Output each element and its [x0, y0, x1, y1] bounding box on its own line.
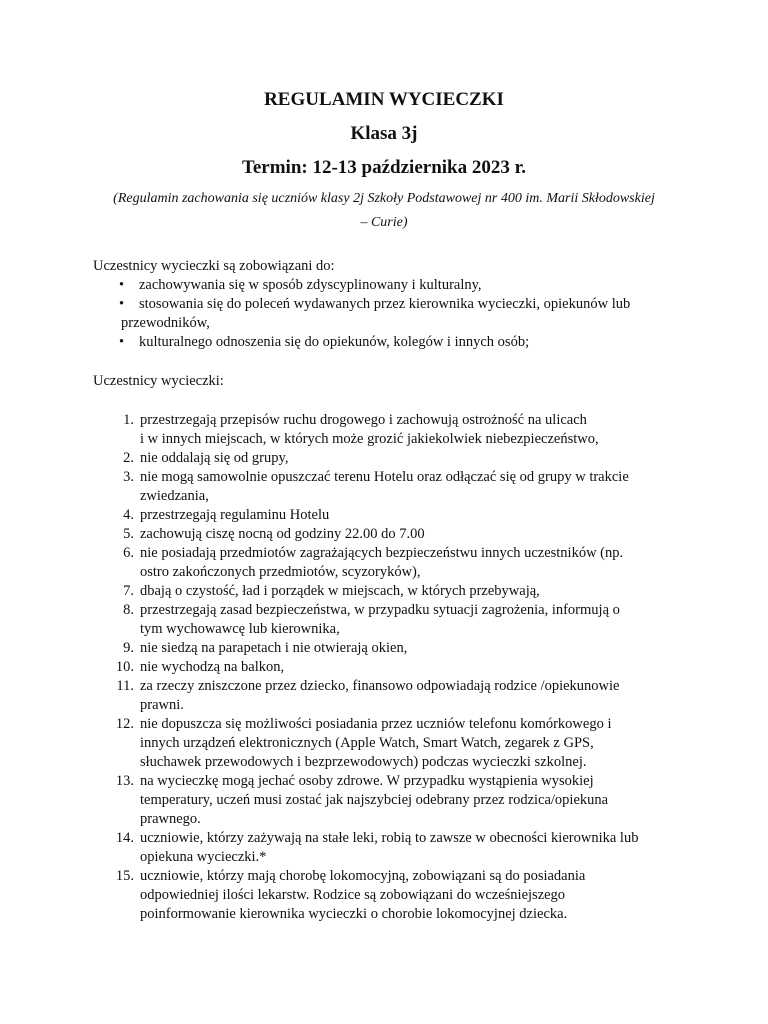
rule-item	[93, 544, 693, 582]
rule-text-line: i w innych miejscach, w których może grozić jakiekolwiek niebezpieczeństwo,	[140, 431, 599, 447]
rule-item	[93, 506, 693, 525]
rule-text-line: za rzeczy zniszczone przez dziecko, finansowo odpowiadają rodzice /opiekunowie	[140, 678, 620, 694]
rule-text-line: temperatury, uczeń musi zostać jak najszybciej odebrany przez rodzica/opiekuna	[140, 792, 609, 808]
bullet-icon: •	[119, 296, 125, 312]
list-item	[93, 333, 703, 352]
rule-number: 3.	[123, 469, 134, 485]
rule-number: 9.	[123, 640, 134, 656]
rule-text-line: nie dopuszcza się możliwości posiadania przez uczniów telefonu komórkowego i	[140, 716, 612, 732]
rule-text-line: zachowują ciszę nocną od godziny 22.00 do 7.00	[140, 526, 425, 542]
rule-text-line: zwiedzania,	[140, 488, 209, 504]
rule-text-line: nie mogą samowolnie opuszczać terenu Hotelu oraz odłączać się od grupy w trakcie	[140, 469, 629, 485]
rule-item	[93, 525, 693, 544]
rule-number: 4.	[123, 507, 134, 523]
rule-item	[93, 639, 693, 658]
rule-item	[93, 582, 693, 601]
rule-text-line: nie siedzą na parapetach i nie otwierają okien,	[140, 640, 408, 656]
rule-text-line: opiekuna wycieczki.*	[140, 849, 267, 865]
list-item	[93, 295, 703, 314]
rule-number: 1.	[123, 412, 134, 428]
rule-item	[93, 411, 693, 449]
document-title: REGULAMIN WYCIECZKI	[264, 89, 504, 110]
rule-number: 12.	[115, 716, 134, 732]
rule-number: 14.	[115, 830, 134, 846]
rule-number: 2.	[123, 450, 134, 466]
rule-text-line: przestrzegają przepisów ruchu drogowego i zachowują ostrożność na ulicach	[140, 412, 587, 428]
rule-text-line: prawnego.	[140, 811, 201, 827]
rule-text-line: tym wychowawcę lub kierownika,	[140, 621, 340, 637]
rule-text-line: uczniowie, którzy mają chorobę lokomocyjną, zobowiązani są do posiadania	[140, 868, 586, 884]
rule-item	[93, 658, 693, 677]
list-item-continuation	[93, 314, 703, 333]
rule-number: 13.	[115, 773, 134, 789]
rules-list	[93, 411, 693, 924]
rule-text-line: słuchawek przewodowych i bezprzewodowych) podczas wycieczki szkolnej.	[140, 754, 587, 770]
rule-text-line: przestrzegają regulaminu Hotelu	[140, 507, 330, 523]
rule-text-line: prawni.	[140, 697, 184, 713]
rule-number: 15.	[115, 868, 134, 884]
rule-text-line: przestrzegają zasad bezpieczeństwa, w przypadku sytuacji zagrożenia, informują o	[140, 602, 620, 618]
rule-text-line: nie oddalają się od grupy,	[140, 450, 289, 466]
rule-text-line: uczniowie, którzy zażywają na stałe leki, robią to zawsze w obecności kierownika lub	[140, 830, 639, 846]
rules-intro: Uczestnicy wycieczki:	[93, 373, 224, 389]
list-item-text: zachowywania się w sposób zdyscyplinowany i kulturalny,	[139, 277, 482, 293]
bullet-icon: •	[119, 277, 125, 293]
rule-item	[93, 867, 693, 924]
class-heading: Klasa 3j	[350, 123, 418, 144]
rule-number: 10.	[115, 659, 134, 675]
rule-text-line: ostro zakończonych przedmiotów, scyzoryków),	[140, 564, 421, 580]
rule-number: 7.	[123, 583, 134, 599]
rule-number: 8.	[123, 602, 134, 618]
document-subtitle: (Regulamin zachowania się uczniów klasy 2j Szkoły Podstawowej nr 400 im. Marii Skłodowskiej – Curie)	[113, 191, 655, 230]
rule-item	[93, 449, 693, 468]
rule-item	[93, 772, 693, 829]
rule-number: 6.	[123, 545, 134, 561]
rule-number: 11.	[116, 678, 134, 694]
obligations-list	[93, 276, 703, 352]
rule-text-line: nie wychodzą na balkon,	[140, 659, 285, 675]
rule-number: 5.	[123, 526, 134, 542]
bullet-icon: •	[119, 334, 125, 350]
list-item	[93, 276, 703, 295]
rule-text-line: nie posiadają przedmiotów zagrażających bezpieczeństwu innych uczestników (np.	[140, 545, 624, 561]
list-item-text: kulturalnego odnoszenia się do opiekunów, kolegów i innych osób;	[139, 334, 530, 350]
date-heading: Termin: 12-13 października 2023 r.	[241, 157, 527, 178]
rule-item	[93, 715, 693, 772]
rule-item	[93, 829, 693, 867]
rule-item	[93, 468, 693, 506]
rule-item	[93, 677, 693, 715]
rule-text-line: dbają o czystość, ład i porządek w miejscach, w których przebywają,	[140, 583, 540, 599]
rule-item	[93, 601, 693, 639]
list-item-text: stosowania się do poleceń wydawanych przez kierownika wycieczki, opiekunów lub	[139, 296, 631, 312]
list-item-text: przewodników,	[121, 315, 210, 331]
rule-text-line: na wycieczkę mogą jechać osoby zdrowe. W przypadku wystąpienia wysokiej	[140, 773, 594, 789]
rule-text-line: poinformowanie kierownika wycieczki o chorobie lokomocyjnej dziecka.	[140, 906, 568, 922]
rule-text-line: innych urządzeń elektronicznych (Apple Watch, Smart Watch, zegarek z GPS,	[140, 735, 594, 751]
rule-text-line: odpowiedniej ilości lekarstw. Rodzice są zobowiązani do wcześniejszego	[140, 887, 566, 903]
obligations-intro: Uczestnicy wycieczki są zobowiązani do:	[93, 258, 335, 274]
